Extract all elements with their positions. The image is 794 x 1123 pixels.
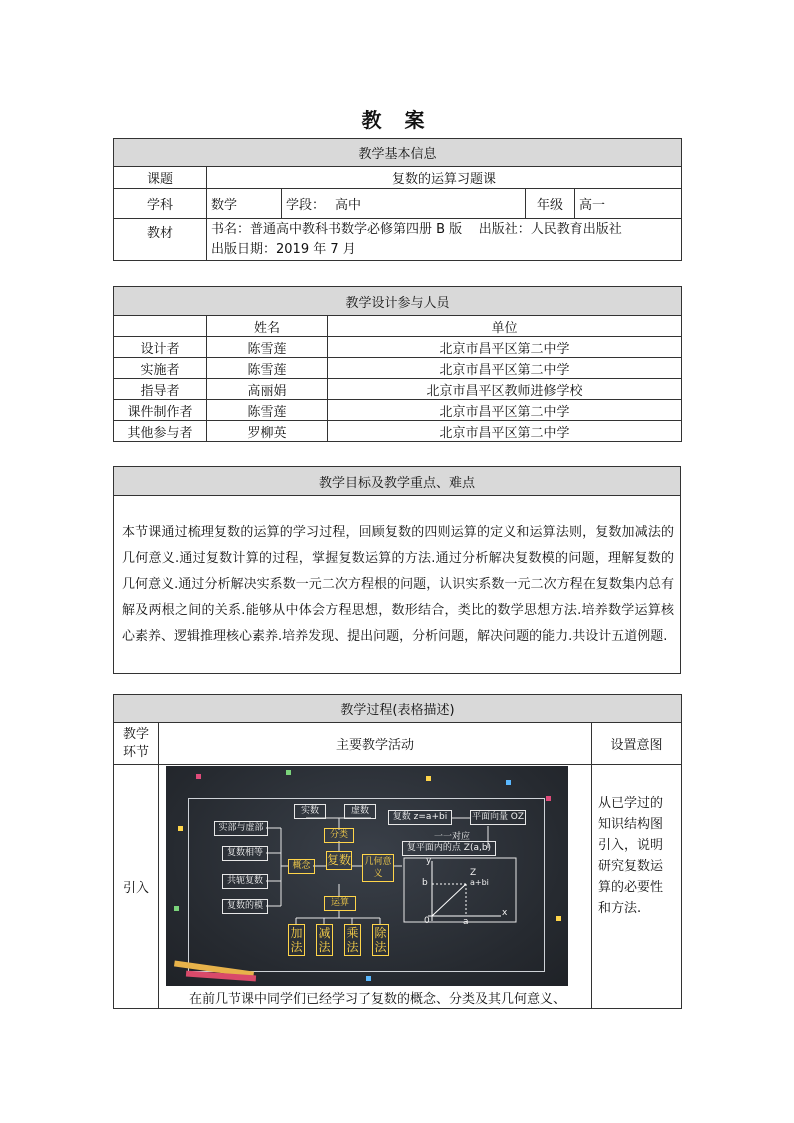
conjugate-box: 共轭复数 xyxy=(222,874,268,889)
name-cell: 陈雪莲 xyxy=(207,337,328,358)
role-column-header xyxy=(114,316,207,337)
concept-box: 概念 xyxy=(288,859,315,874)
addition-box: 加法 xyxy=(288,924,305,956)
stage-label: 学段： xyxy=(286,198,326,213)
objectives-header: 教学目标及教学重点、难点 xyxy=(114,467,681,496)
process-header: 教学过程(表格描述) xyxy=(114,695,682,723)
name-column-header: 姓名 xyxy=(207,316,328,337)
name-cell: 陈雪莲 xyxy=(207,400,328,421)
table-row xyxy=(114,337,682,358)
table-row xyxy=(114,358,682,379)
topic-label: 课题 xyxy=(114,167,207,189)
name-cell: 高丽娟 xyxy=(207,379,328,400)
complex-number-box: 复数 xyxy=(326,851,352,870)
stage-column-header xyxy=(114,723,159,765)
intent-column-header: 设置意图 xyxy=(592,723,682,765)
operation-box: 运算 xyxy=(324,896,356,911)
knowledge-map-image xyxy=(166,766,568,986)
one-to-one-label: 一一对应 xyxy=(434,832,471,842)
classify-box: 分类 xyxy=(324,828,354,843)
unit-cell: 北京市昌平区第二中学 xyxy=(328,337,682,358)
textbook-line-1: 书名：普通高中教科书数学必修第四册 B 版 出版社：人民教育出版社 xyxy=(211,221,622,237)
table-row xyxy=(114,421,682,442)
role-cell: 指导者 xyxy=(114,379,207,400)
unit-cell: 北京市昌平区第二中学 xyxy=(328,421,682,442)
role-cell: 实施者 xyxy=(114,358,207,379)
b-label: b xyxy=(422,878,428,888)
stage-header-line-1: 教学 xyxy=(122,726,149,742)
stage-cell: 引入 xyxy=(114,765,159,1009)
multiplication-box: 乘法 xyxy=(344,924,361,956)
grade-label: 年级 xyxy=(526,189,575,219)
axis-y-label: y xyxy=(426,856,432,866)
basic-info-header: 教学基本信息 xyxy=(114,139,682,167)
basic-info-table xyxy=(113,138,682,261)
intro-text: 在前几节课中同学们已经学习了复数的概念、分类及其几何意义、 xyxy=(189,992,567,1007)
role-cell: 课件制作者 xyxy=(114,400,207,421)
stage-cell xyxy=(282,189,526,219)
subject-value: 数学 xyxy=(207,189,282,219)
name-cell: 陈雪莲 xyxy=(207,358,328,379)
plane-point-box: 复平面内的点 Z(a,b) xyxy=(402,841,496,856)
document-title: 教 案 xyxy=(361,108,433,132)
role-cell: 设计者 xyxy=(114,337,207,358)
division-box: 除法 xyxy=(372,924,389,956)
textbook-label: 教材 xyxy=(114,219,207,261)
complex-formula-box: 复数 z=a+bi xyxy=(388,810,452,825)
unit-cell: 北京市昌平区第二中学 xyxy=(328,358,682,379)
subtraction-box: 减法 xyxy=(316,924,333,956)
geometric-meaning-box: 几何意义 xyxy=(362,854,394,882)
real-imag-part-box: 实部与虚部 xyxy=(214,821,268,836)
objectives-text: 本节课通过梳理复数的运算的学习过程，回顾复数的四则运算的定义和运算法则，复数加减法的几何意义.通过复数计算的过程，掌握复数运算的方法.通过分析解决复数模的问题，理解复数的几何意义.通过分析解决实系数一元二次方程根的问题，认识实系数一元二次方程在复数集内总有解及两根之间的关系.能够从中体会方程思想，数形结合，类比的数学思想方法.培养数学运算核心素养、逻辑推理核心素养.培养发现、提出问题，分析问题，解决问题的能力.共设计五道例题. xyxy=(114,496,681,674)
role-cell: 其他参与者 xyxy=(114,421,207,442)
participants-table xyxy=(113,286,682,442)
complex-equal-box: 复数相等 xyxy=(222,846,268,861)
textbook-line-2: 出版日期：2019 年 7 月 xyxy=(211,241,356,257)
unit-cell: 北京市昌平区第二中学 xyxy=(328,400,682,421)
grade-value: 高一 xyxy=(575,189,682,219)
stage-header-line-2: 环节 xyxy=(122,744,149,760)
textbook-value xyxy=(207,219,682,261)
process-table xyxy=(113,694,682,1009)
stage-value: 高中 xyxy=(335,198,362,213)
plane-vector-box: 平面向量 OZ xyxy=(470,810,526,825)
imaginary-number-box: 虚数 xyxy=(344,804,376,819)
activity-cell xyxy=(159,765,592,1009)
a-label: a xyxy=(463,917,469,927)
a-plus-bi-label: a+bi xyxy=(470,878,489,887)
z-label: Z xyxy=(470,868,477,878)
activity-column-header: 主要教学活动 xyxy=(159,723,592,765)
real-number-box: 实数 xyxy=(294,804,326,819)
intent-cell: 从已学过的知识结构图引入，说明研究复数运算的必要性和方法. xyxy=(592,765,682,1009)
axis-x-label: x xyxy=(502,908,508,918)
unit-column-header: 单位 xyxy=(328,316,682,337)
table-row xyxy=(114,400,682,421)
origin-label: 0 xyxy=(424,916,430,926)
subject-label: 学科 xyxy=(114,189,207,219)
participants-header: 教学设计参与人员 xyxy=(114,287,682,316)
name-cell: 罗柳英 xyxy=(207,421,328,442)
blackboard xyxy=(166,766,568,986)
objectives-table xyxy=(113,466,681,674)
modulus-box: 复数的模 xyxy=(222,899,268,914)
table-row xyxy=(114,379,682,400)
unit-cell: 北京市昌平区教师进修学校 xyxy=(328,379,682,400)
topic-value: 复数的运算习题课 xyxy=(207,167,682,189)
